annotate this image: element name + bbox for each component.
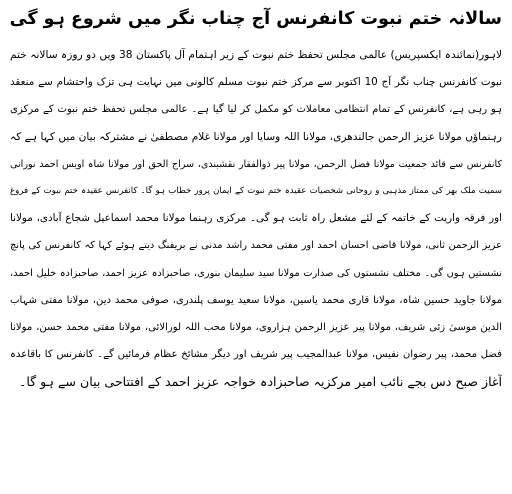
article-line: لاہور(نمائندہ ایکسپریس) عالمی مجلس تحفظ ختم نبوت کے زیر اہتمام آل پاکستان 38 ویں دو روزہ سالانہ ختم <box>10 49 502 61</box>
article-line: رہنماؤں مولانا عزیز الرحمن جالندھری، مولانا اللہ وسایا اور مولانا غلام مصطفیٰ نے مشترکہ بیان میں کہا ہے کہ <box>10 130 502 143</box>
article-body <box>10 42 502 395</box>
article-line: عزیز الرحمن ثانی، مولانا قاضی احسان احمد اور مفتی محمد راشد مدنی نے بریفنگ دیتے ہوئے کہا کہ کانفرنس کی پانچ <box>10 240 502 252</box>
article-line: فضل محمد، پیر رضوان نفیس، مولانا عبدالمجیب پیر شریف اور دیگر مشائخ عظام فرمائیں گے۔ کانفرنس کا باقاعدہ <box>10 349 502 361</box>
article-line: آغاز صبح دس بجے نائب امیر مرکزیہ صاحبزادہ خواجہ عزیز احمد کے افتتاحی بیان سے ہو گا۔ <box>18 374 502 390</box>
article-line: نشستیں ہوں گی۔ مختلف نشستوں کی صدارت مولانا سید سلیمان بنوری، صاحبزادہ عزیز احمد، صاحبزادہ خلیل احمد، <box>10 267 502 279</box>
article-line: نبوت کانفرنس چناب نگر آج 10 اکتوبر سے مرکز ختم نبوت مسلم کالونی میں نہایت ہی تزک واحتشام سے منعقد <box>10 76 502 89</box>
article-line: اور فرقہ واریت کے خاتمہ کے لئے مشعل راہ ثابت ہو گی۔ مرکزی رہنما مولانا محمد اسماعیل شجاع آبادی، مولانا <box>10 212 502 225</box>
article-line: کانفرنس سے قائد جمعیت مولانا فضل الرحمن، مولانا پیر ذوالفقار نقشبندی، سراج الحق اور مولانا شاہ اویس احمد نورانی <box>10 158 502 170</box>
headline: سالانہ ختم نبوت کانفرنس آج چناب نگر میں شروع ہو گی <box>9 9 502 29</box>
article-line: مولانا جاوید حسین شاہ، مولانا قاری محمد یاسین، مولانا سعید یوسف پلندری، صوفی محمد دین، مولانا مفتی شہاب <box>10 294 502 306</box>
article-line: ہو رہی ہے، کانفرنس کے تمام انتظامی معاملات کو مکمل کر لیا گیا ہے۔ عالمی مجلس تحفظ ختم نبوت کے مرکزی <box>10 104 502 116</box>
article-line: سمیت ملک بھر کی ممتاز مذہبی و روحانی شخصیات عقیدہ ختم نبوت کے ایمان پرور خطاب ہو گا۔ کانفرنس عقیدہ ختم نبوت کے فروغ <box>10 185 502 196</box>
article-line: الدین موسیٰ زئی شریف، مولانا پیر عزیز الرحمن ہزاروی، مولانا محب اللہ لورالائی، مولانا مفتی محمد حسن، مولانا <box>10 321 502 333</box>
